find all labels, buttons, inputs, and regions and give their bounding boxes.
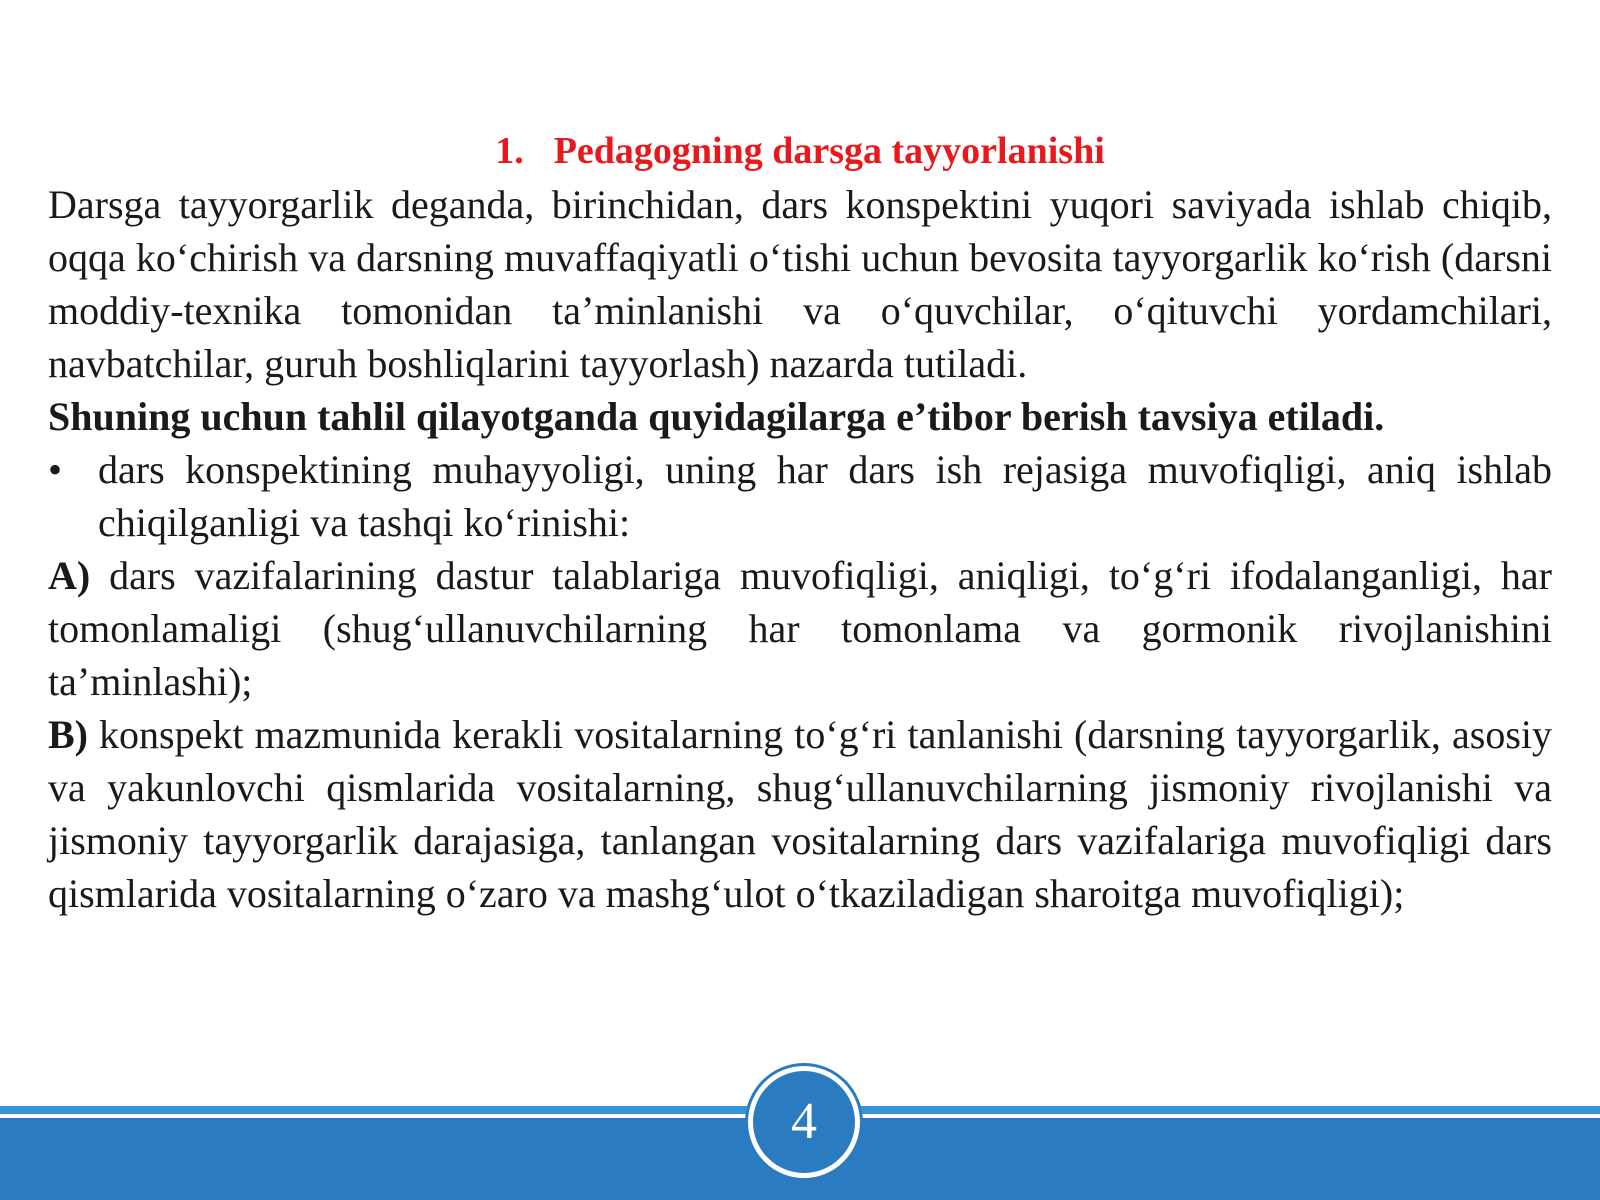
bullet-icon: • xyxy=(48,447,63,492)
bullet-text: dars konspektining muhayyoligi, uning har dars ish rejasiga muvofiqligi, aniq ishlab chiqilganligi va tashqi ko‘rinishi: xyxy=(98,447,1552,545)
heading-title: Pedagogning darsga tayyorlanishi xyxy=(553,130,1105,172)
slide-content xyxy=(48,124,1552,920)
item-a-tag: A) xyxy=(48,553,91,598)
item-a xyxy=(48,549,1552,708)
item-b-tag: B) xyxy=(48,712,88,757)
bullet-item xyxy=(48,443,1552,549)
page-number-badge xyxy=(748,1066,860,1178)
item-b xyxy=(48,708,1552,920)
item-b-text: konspekt mazmunida kerakli vositalarning to‘g‘ri tanlanishi (darsning tayyorgarlik, asosiy va yakunlovchi qismlarida vositalarning, shug‘ullanuvchilarning jismoniy rivojlanishi va jismoniy tayyorgarlik darajasiga, tanlangan vositalarning dars vazifalariga muvofiqligi dars qismlarida vositalarning o‘zaro va mashg‘ulot o‘tkaziladigan sharoitga muvofiqligi); xyxy=(48,712,1552,916)
section-heading xyxy=(48,124,1552,178)
item-a-text: dars vazifalarining dastur talablariga muvofiqligi, aniqligi, to‘g‘ri ifodalanganligi, har tomonlamaligi (shug‘ullanuvchilarning har tomonlama va gormonik rivojlanishini ta’minlashi); xyxy=(48,553,1552,704)
intro-paragraph: Darsga tayyorgarlik deganda, birinchidan, dars konspektini yuqori saviyada ishlab chiqib, oqqa ko‘chirish va darsning muvaffaqiyatli o‘tishi uchun bevosita tayyorgarlik ko‘rish (darsni moddiy-texnika tomonidan ta’minlanishi va o‘quvchilar, o‘qituvchi yordamchilari, navbatchilar, guruh boshliqlarini tayyorlash) nazarda tutiladi. xyxy=(48,182,1552,386)
page-number: 4 xyxy=(791,1093,817,1150)
heading-number: 1. xyxy=(495,130,524,172)
bold-statement: Shuning uchun tahlil qilayotganda quyidagilarga e’tibor berish tavsiya etiladi. xyxy=(48,394,1385,439)
